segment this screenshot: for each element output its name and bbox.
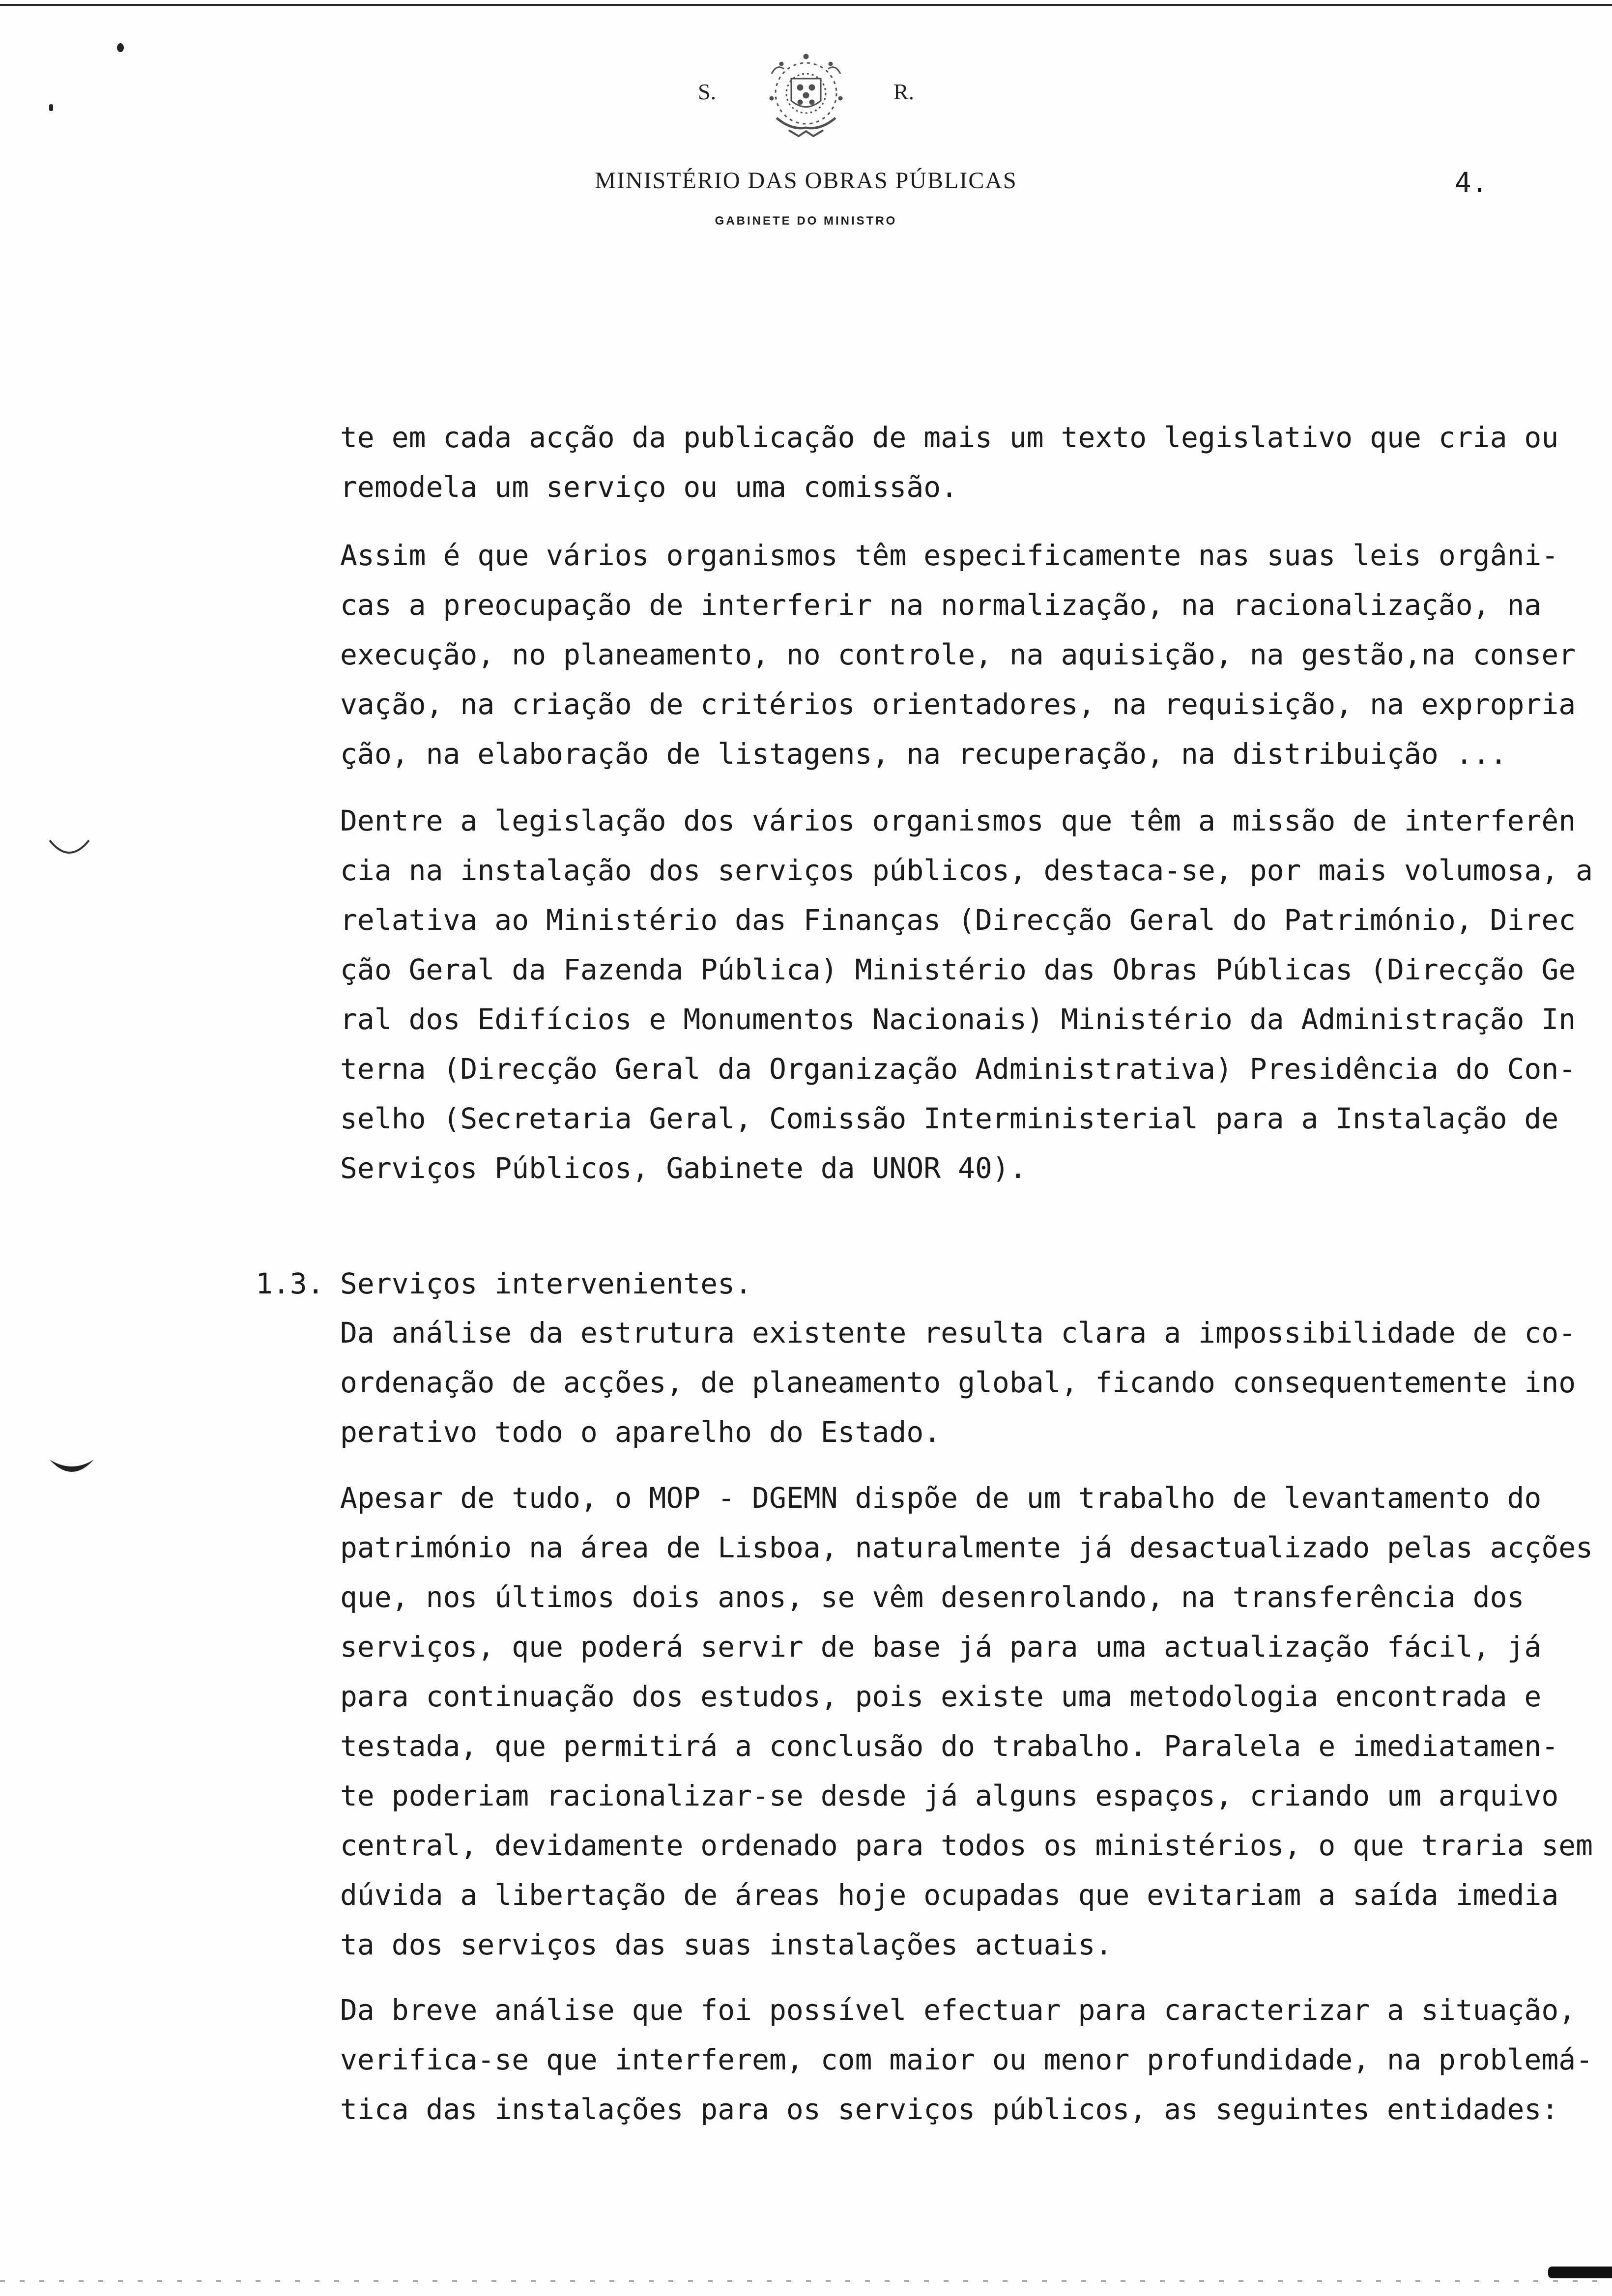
text-line: testada, que permitirá a conclusão do trabalho. Paralela e imediatamen- [340, 1729, 1559, 1763]
paragraph [340, 1473, 1593, 1970]
text-line: selho (Secretaria Geral, Comissão Interministerial para a Instalação de [340, 1102, 1559, 1135]
scan-edge-noise [0, 2280, 1612, 2282]
text-line: vação, na criação de critérios orientadores, na requisição, na expropria [340, 688, 1576, 721]
state-seal [678, 44, 934, 157]
text-line: ção, na elaboração de listagens, na recuperação, na distribuição ... [340, 737, 1507, 771]
margin-dot [49, 104, 53, 111]
margin-dot [117, 43, 124, 52]
text-line: Da análise da estrutura existente resulta clara a impossibilidade de co- [340, 1316, 1576, 1349]
hole-punch-mark [47, 1455, 96, 1484]
coat-of-arms-icon [742, 44, 870, 152]
paragraph [340, 1308, 1576, 1457]
text-line: Da breve análise que foi possível efectuar para caracterizar a situação, [340, 1993, 1576, 2027]
text-line: dúvida a libertação de áreas hoje ocupadas que evitariam a saída imedia [340, 1878, 1559, 1912]
text-line: ordenação de acções, de planeamento global, ficando consequentemente ino [340, 1366, 1576, 1399]
text-line: ral dos Edifícios e Monumentos Nacionais) Ministério da Administração In [340, 1003, 1576, 1036]
text-line: verifica-se que interferem, com maior ou menor profundidade, na problemá- [340, 2043, 1593, 2076]
text-line: para continuação dos estudos, pois existe uma metodologia encontrada e [340, 1680, 1542, 1713]
text-line: remodela um serviço ou uma comissão. [340, 470, 958, 504]
page-number: 4. [1455, 167, 1488, 199]
text-line: execução, no planeamento, no controle, na aquisição, na gestão,na conser [340, 638, 1576, 671]
text-line: tica das instalações para os serviços públicos, as seguintes entidades: [340, 2093, 1559, 2126]
paragraph [340, 1985, 1593, 2134]
paragraph [340, 796, 1593, 1193]
text-line: ção Geral da Fazenda Pública) Ministério das Obras Públicas (Direcção Ge [340, 953, 1576, 986]
text-line: ta dos serviços das suas instalações actuais. [340, 1928, 1113, 1961]
text-line: património na área de Lisboa, naturalmente já desactualizado pelas acções [340, 1531, 1593, 1564]
hole-punch-mark [47, 835, 91, 865]
text-line: terna (Direcção Geral da Organização Administrativa) Presidência do Con- [340, 1052, 1576, 1086]
top-edge-rule [0, 4, 1612, 6]
text-line: que, nos últimos dois anos, se vêm desenrolando, na transferência dos [340, 1580, 1525, 1614]
text-line: Serviços Públicos, Gabinete da UNOR 40). [340, 1151, 1027, 1185]
seal-left-letter: S. [698, 79, 717, 104]
scan-corner-mark [1548, 2267, 1612, 2278]
section-title: Serviços intervenientes. [340, 1267, 752, 1300]
text-line: relativa ao Ministério das Finanças (Direcção Geral do Património, Direc [340, 903, 1576, 937]
paragraph [340, 531, 1576, 779]
cabinet-subtitle: GABINETE DO MINISTRO [715, 214, 897, 228]
text-line: te em cada acção da publicação de mais um texto legislativo que cria ou [340, 421, 1559, 454]
section-number: 1.3. [256, 1267, 324, 1300]
text-line: Dentre a legislação dos vários organismos que têm a missão de interferên [340, 804, 1576, 837]
text-line: central, devidamente ordenado para todos os ministérios, o que traria sem [340, 1829, 1593, 1862]
section-heading [340, 1259, 1539, 1309]
text-line: Assim é que vários organismos têm especificamente nas suas leis orgâni- [340, 539, 1559, 572]
seal-right-letter: R. [893, 79, 914, 104]
text-line: te poderiam racionalizar-se desde já alguns espaços, criando um arquivo [340, 1779, 1559, 1812]
ministry-name: MINISTÉRIO DAS OBRAS PÚBLICAS [595, 168, 1017, 194]
text-line: Apesar de tudo, o MOP - DGEMN dispõe de um trabalho de levantamento do [340, 1481, 1542, 1515]
text-line: serviços, que poderá servir de base já para uma actualização fácil, já [340, 1630, 1542, 1664]
text-line: cia na instalação dos serviços públicos, destaca-se, por mais volumosa, a [340, 854, 1593, 887]
paragraph [340, 413, 1559, 512]
text-line: perativo todo o aparelho do Estado. [340, 1415, 941, 1449]
text-line: cas a preocupação de interferir na normalização, na racionalização, na [340, 588, 1542, 622]
